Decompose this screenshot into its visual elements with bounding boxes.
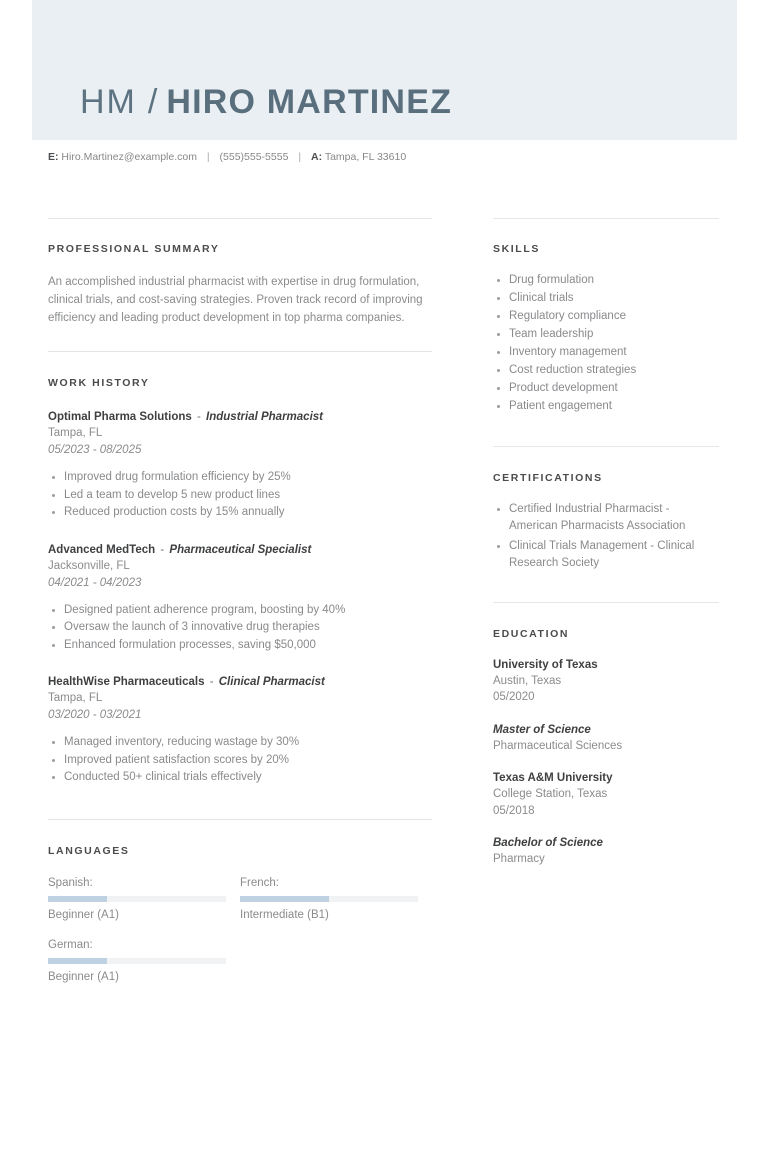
section-languages [48, 820, 432, 985]
job-role: Industrial Pharmacist [206, 411, 323, 423]
work-entry [48, 542, 432, 655]
header-banner [32, 0, 737, 140]
job-bullet: Conducted 50+ clinical trials effectively [48, 769, 432, 787]
language-level: Intermediate (B1) [240, 908, 329, 921]
job-bullet: Designed patient adherence program, boosting by 40% [48, 602, 432, 620]
contact-line [48, 150, 406, 164]
education-date: 05/2018 [493, 804, 535, 817]
job-heading [48, 409, 432, 425]
education-entry [493, 835, 719, 868]
education-entry [493, 770, 719, 819]
contact-divider-2: | [298, 151, 302, 163]
job-location: Jacksonville, FL [48, 559, 130, 572]
skill-item: Drug formulation [493, 272, 719, 290]
education-entry [493, 722, 719, 755]
education-school: Texas A&M University [493, 772, 613, 784]
job-bullet: Enhanced formulation processes, saving $50,000 [48, 637, 432, 655]
education-location: Austin, Texas [493, 674, 562, 687]
education-field: Pharmaceutical Sciences [493, 739, 623, 752]
job-bullet-list [48, 602, 432, 655]
language-progress-fill [48, 896, 107, 902]
language-progress-fill [240, 896, 329, 902]
skill-item: Cost reduction strategies [493, 362, 719, 380]
work-entry [48, 674, 432, 787]
job-bullet: Reduced production costs by 15% annually [48, 504, 432, 522]
language-name: German: [48, 938, 93, 951]
summary-title: PROFESSIONAL SUMMARY [48, 243, 220, 255]
skill-item: Product development [493, 380, 719, 398]
language-name: French: [240, 876, 279, 889]
email-value[interactable]: Hiro.Martinez@example.com [61, 151, 197, 163]
skill-item: Team leadership [493, 326, 719, 344]
job-dash: - [160, 543, 165, 556]
initials-monogram: HM [80, 83, 137, 121]
name-separator: / [147, 83, 158, 121]
education-degree: Master of Science [493, 723, 591, 736]
language-progress-fill [48, 958, 107, 964]
job-role: Pharmaceutical Specialist [169, 543, 312, 556]
language-item [48, 937, 226, 985]
address-value: Tampa, FL 33610 [324, 151, 407, 163]
job-company: Optimal Pharma Solutions [48, 411, 192, 423]
language-level: Beginner (A1) [48, 970, 119, 983]
certifications-title: CERTIFICATIONS [493, 471, 603, 484]
summary-text: An accomplished industrial pharmacist with expertise in drug formulation, clinical trials, and cost-saving strategies. Proven track record of improving efficiency and leading product development in top pharma companies. [48, 276, 423, 324]
language-progress-track [240, 896, 418, 902]
contact-divider-1: | [206, 151, 210, 163]
work-history-title: WORK HISTORY [48, 377, 150, 389]
job-company: Advanced MedTech [48, 543, 156, 556]
education-date: 05/2020 [493, 691, 535, 703]
skill-item: Regulatory compliance [493, 308, 719, 326]
language-item [48, 875, 226, 923]
certification-item: Certified Industrial Pharmacist - American Pharmacists Association [493, 501, 719, 536]
languages-grid [48, 875, 432, 985]
education-entry [493, 657, 719, 706]
skill-item: Patient engagement [493, 398, 719, 416]
section-professional-summary [48, 219, 432, 327]
name-heading [80, 82, 452, 122]
job-company: HealthWise Pharmaceuticals [48, 676, 205, 688]
education-field: Pharmacy [493, 853, 545, 865]
job-role: Clinical Pharmacist [218, 676, 325, 688]
job-dates: 05/2023 - 08/2025 [48, 444, 142, 456]
skills-title: SKILLS [493, 243, 540, 255]
email-label: E: [48, 151, 59, 163]
job-dash: - [196, 411, 201, 423]
job-dates: 04/2021 - 04/2023 [48, 576, 142, 589]
job-bullet: Oversaw the launch of 3 innovative drug therapies [48, 619, 432, 637]
job-bullet: Managed inventory, reducing wastage by 30% [48, 734, 432, 752]
languages-title: LANGUAGES [48, 844, 130, 857]
job-bullet-list [48, 734, 432, 787]
language-name: Spanish: [48, 876, 93, 889]
full-name: HIRO MARTINEZ [166, 83, 453, 121]
right-column [493, 218, 719, 868]
section-education [493, 603, 719, 868]
education-school: University of Texas [493, 658, 598, 671]
education-location: College Station, Texas [493, 788, 608, 800]
job-bullet: Improved drug formulation efficiency by 25% [48, 469, 432, 487]
job-location: Tampa, FL [48, 427, 103, 439]
section-skills [493, 219, 719, 416]
job-bullet-list [48, 469, 432, 522]
work-entry [48, 409, 432, 522]
skill-item: Clinical trials [493, 290, 719, 308]
section-certifications [493, 447, 719, 573]
education-title: EDUCATION [493, 627, 570, 640]
address-label: A: [311, 151, 323, 163]
job-heading [48, 542, 432, 558]
phone-value[interactable]: (555)555-5555 [219, 151, 289, 163]
job-bullet: Improved patient satisfaction scores by 20% [48, 752, 432, 770]
job-location: Tampa, FL [48, 692, 103, 704]
left-column [48, 218, 432, 985]
section-work-history [48, 352, 432, 787]
language-progress-track [48, 958, 226, 964]
job-dates: 03/2020 - 03/2021 [48, 709, 142, 721]
job-heading [48, 674, 432, 690]
certifications-list [493, 501, 719, 573]
certification-item: Clinical Trials Management - Clinical Research Society [493, 538, 719, 573]
education-degree: Bachelor of Science [493, 837, 603, 849]
job-dash: - [209, 676, 214, 688]
job-bullet: Led a team to develop 5 new product lines [48, 487, 432, 505]
language-level: Beginner (A1) [48, 908, 119, 921]
skills-list [493, 272, 719, 416]
skill-item: Inventory management [493, 344, 719, 362]
language-item [240, 875, 418, 923]
language-progress-track [48, 896, 226, 902]
